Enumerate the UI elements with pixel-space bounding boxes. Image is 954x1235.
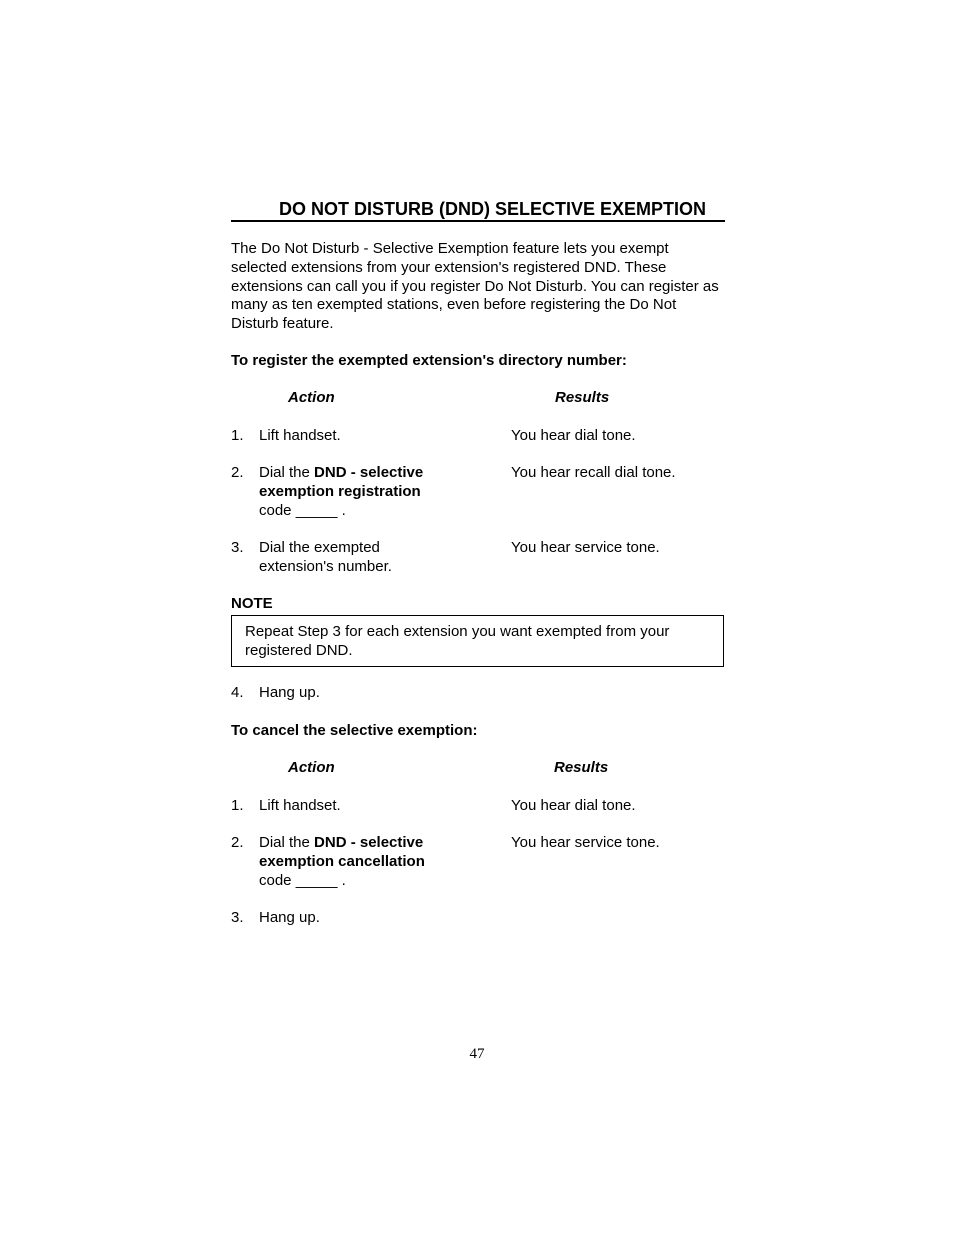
intro-paragraph: The Do Not Disturb - Selective Exemption feature lets you exempt selected extensions from your extension's registered DND. These extensions can call you if you register Do Not Disturb. You can register as many as ten exempted stations, even before registering the Do Not Disturb feature. bbox=[231, 240, 719, 333]
feature-name: exemption registration bbox=[259, 482, 421, 500]
action-text: Dial the bbox=[259, 464, 315, 481]
cancel-action-header: Action bbox=[288, 759, 335, 776]
cancel-heading: To cancel the selective exemption: bbox=[231, 722, 478, 739]
register-step-4-action: Hang up. bbox=[259, 684, 320, 701]
register-action-header: Action bbox=[288, 389, 335, 406]
feature-name: exemption cancellation bbox=[259, 852, 425, 870]
cancel-step-1-number: 1. bbox=[231, 797, 244, 814]
register-step-2-number: 2. bbox=[231, 464, 244, 481]
cancel-step-3-number: 3. bbox=[231, 909, 244, 926]
register-step-1-result: You hear dial tone. bbox=[511, 427, 636, 444]
register-step-3-action bbox=[259, 539, 499, 577]
register-step-2-result: You hear recall dial tone. bbox=[511, 464, 676, 481]
feature-name: DND - selective bbox=[314, 834, 424, 851]
register-heading: To register the exempted extension's directory number: bbox=[231, 352, 627, 369]
feature-name: DND - selective bbox=[314, 464, 424, 481]
cancel-step-1-result: You hear dial tone. bbox=[511, 797, 636, 814]
register-step-3-result: You hear service tone. bbox=[511, 539, 660, 556]
code-blank: code _____ . bbox=[259, 501, 346, 519]
cancel-step-1-action: Lift handset. bbox=[259, 797, 341, 814]
register-step-1-number: 1. bbox=[231, 427, 244, 444]
cancel-step-2-action bbox=[259, 834, 499, 890]
note-box bbox=[231, 615, 724, 667]
action-text: extension's number. bbox=[259, 557, 392, 575]
note-label: NOTE bbox=[231, 595, 273, 612]
code-blank: code _____ . bbox=[259, 871, 346, 889]
cancel-step-2-number: 2. bbox=[231, 834, 244, 851]
register-step-2-action bbox=[259, 464, 499, 520]
register-step-1-action: Lift handset. bbox=[259, 427, 341, 444]
register-step-4-number: 4. bbox=[231, 684, 244, 701]
register-step-3-number: 3. bbox=[231, 539, 244, 556]
action-text: Dial the bbox=[259, 834, 315, 851]
page-title: DO NOT DISTURB (DND) SELECTIVE EXEMPTION bbox=[279, 199, 707, 219]
section-heading bbox=[231, 198, 725, 222]
note-text: Repeat Step 3 for each extension you want exempted from your registered DND. bbox=[245, 623, 670, 659]
cancel-results-header: Results bbox=[554, 759, 609, 776]
page-number: 47 bbox=[469, 1046, 485, 1062]
register-results-header: Results bbox=[555, 389, 610, 406]
cancel-step-3-action: Hang up. bbox=[259, 909, 320, 926]
action-text: Dial the exempted bbox=[259, 539, 380, 556]
cancel-step-2-result: You hear service tone. bbox=[511, 834, 660, 851]
